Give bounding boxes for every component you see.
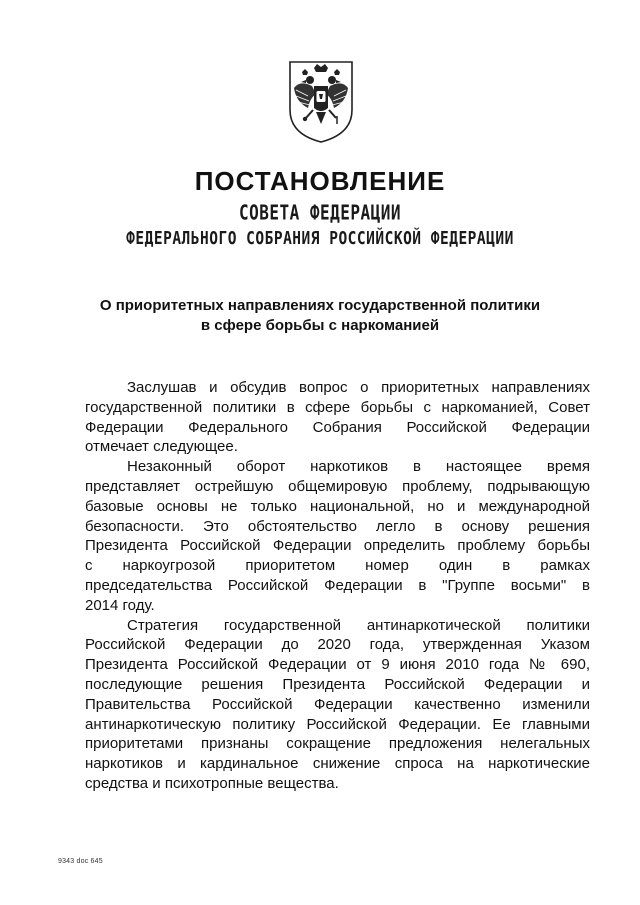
text-line: безопасности. Это обстоятельство легло в основу решения — [85, 517, 590, 535]
subject-line-2: в сфере борьбы с наркоманией — [200, 317, 440, 334]
coat-of-arms-icon — [286, 58, 356, 144]
text-line: приоритетами признаны сокращение предложения нелегальных — [85, 735, 590, 753]
text-line: Правительства Российской Федерации качественно изменили — [85, 695, 590, 713]
issuer-line-1: СОВЕТА ФЕДЕРАЦИИ — [238, 200, 402, 225]
text-line: базовые основы не только национальной, но и международной — [85, 497, 590, 515]
text-line: последующие решения Президента Российской Федерации и — [85, 675, 590, 693]
text-line: Федерации Федерального Собрания Российской Федерации — [85, 418, 590, 436]
paragraph-1 — [85, 378, 590, 457]
document-type-title: ПОСТАНОВЛЕНИЕ — [194, 166, 446, 196]
text-line: Незаконный оборот наркотиков в настоящее время — [127, 458, 590, 476]
document-subject-heading — [80, 296, 560, 336]
text-line: Президента Российской Федерации определить проблему борьбы — [85, 537, 590, 555]
text-line: Заслушав и обсудив вопрос о приоритетных направлениях — [127, 379, 590, 396]
text-line: отмечает следующее. — [85, 438, 238, 456]
paragraph-2 — [85, 457, 590, 615]
issuer-line-2: ФЕДЕРАЛЬНОГО СОБРАНИЯ РОССИЙСКОЙ ФЕДЕРАЦИИ — [126, 229, 514, 249]
text-line: антинаркотическую политику Российской Федерации. Ее главными — [85, 715, 590, 733]
document-body — [85, 378, 590, 794]
text-line: Российской Федерации до 2020 года, утвержденная Указом — [85, 636, 590, 654]
text-line: с наркоугрозой приоритетом номер один в рамках — [85, 557, 590, 575]
paragraph-3 — [85, 616, 590, 794]
text-line: председательства Российской Федерации в "Группе восьми" в — [85, 576, 590, 594]
text-line: наркотиков и кардинальное снижение спроса на наркотические — [85, 755, 590, 773]
text-line: Стратегия государственной антинаркотической политики — [127, 616, 590, 634]
document-code: 9343 doc 645 — [58, 858, 103, 865]
text-line: представляет острейшую общемировую проблему, подрывающую — [85, 477, 590, 495]
text-line: государственной политики в сфере борьбы с наркоманией, Совет — [85, 398, 590, 416]
text-line: средства и психотропные вещества. — [85, 774, 339, 792]
text-line: Президента Российской Федерации от 9 июня 2010 года № 690, — [85, 656, 590, 674]
text-line: 2014 году. — [85, 596, 155, 614]
subject-line-1: О приоритетных направлениях государственной политики — [99, 297, 541, 314]
